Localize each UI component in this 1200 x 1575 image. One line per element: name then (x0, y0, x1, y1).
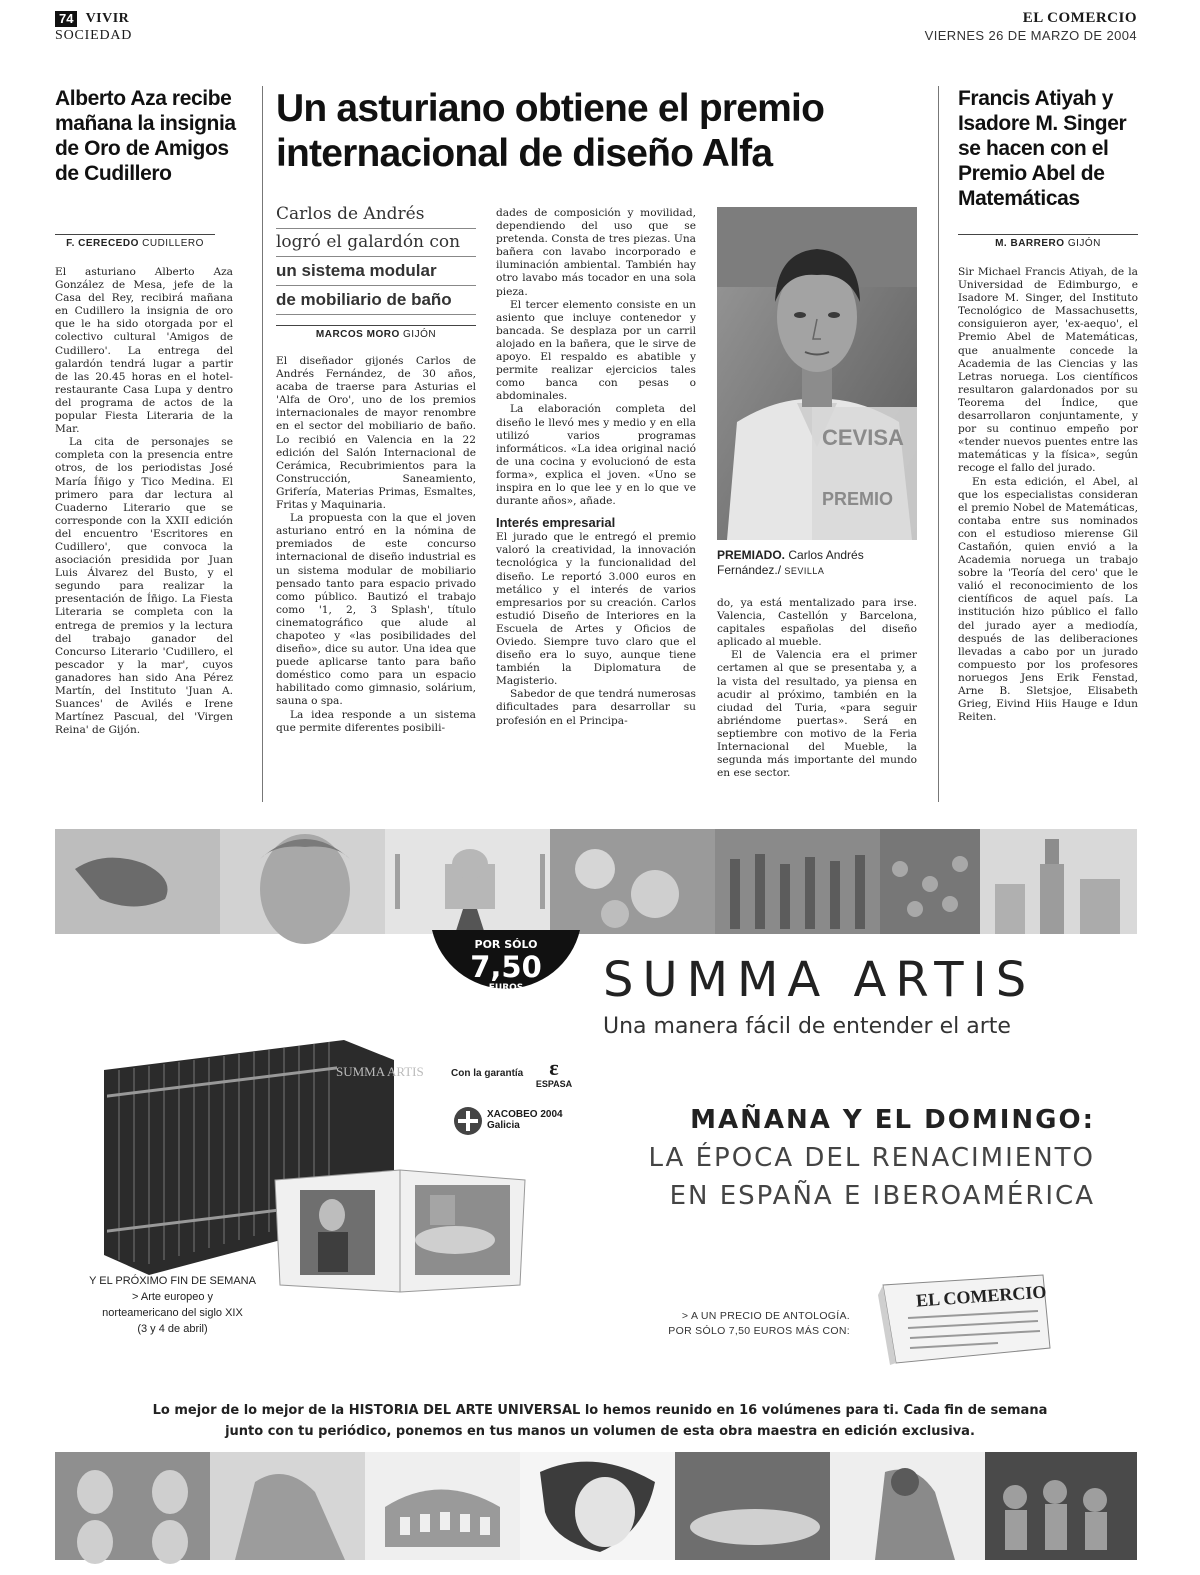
article-paragraph: La elaboración completa del diseño le llevó mes y medio y en ella utilizó varios programas informáticos. «La idea original nació de una cocina y evolucionó de esta forma», explica el joven. «Uno se inspira en lo que lee y en lo que ve durante años», añade. (496, 403, 696, 508)
page-number: 74 (55, 11, 77, 27)
anthology-price-info (640, 1309, 850, 1339)
newspaper-name: EL COMERCIO (1022, 10, 1137, 26)
subtitle-emphasis: de mobiliario de baño (276, 290, 452, 309)
section-name: VIVIR (85, 10, 130, 26)
right-article-body (958, 266, 1138, 806)
page-header-right (925, 10, 1137, 43)
main-article-title: Un asturiano obtiene el premio internacional de diseño Alfa (276, 87, 825, 175)
badge-top-text: POR SÓLO (474, 938, 538, 951)
xacobeo-cross-icon (453, 1106, 483, 1136)
right-article-byline (958, 234, 1138, 249)
right-article-title: Francis Atiyah y Isadore M. Singer se hacen con el Premio Abel de Matemáticas (958, 87, 1127, 210)
column-divider-left (262, 86, 263, 802)
left-article-body (55, 266, 233, 806)
article-paragraph: En esta edición, el Abel, al que los especialistas consideran el premio Nobel de Matemáticas, contaba entre sus nominados con el estudioso mierense Gil Castañón, quien envió a la Academia noruega un trabajo sobre la 'Teoría del cero' que le valió el reconocimiento de los científicos de aquel país. La institución hizo público el fallo del jurado ayer a mediodía, después de las deliberaciones llevadas a cabo por un jurado compuesto por los profesores noruegos Jens Erik Fenstad, Arne B. Sletsjoe, Elisabeth Grieg, Eivind Hiis Hauge e Idun Reiten. (958, 475, 1138, 724)
article-paragraph: Sabedor de que tendrá numerosas dificultades para desarrollar su profesión en el Principa- (496, 688, 696, 727)
price-badge (430, 930, 582, 1030)
anthology-line: > A UN PRECIO DE ANTOLOGÍA. (681, 1310, 850, 1322)
newspaper-image (878, 1273, 1053, 1365)
subtitle-line (276, 257, 476, 286)
article-paragraph: El jurado que le entregó el premio valoró la creatividad, la innovación tecnológica y la funcionalidad del diseño. Le reportó 3.000 euros en metálico y el interés de varios empresarios por su creación. Carlos estudió Diseño de Interiores en la Escuela de Artes y Oficios de Oviedo. Siempre tuvo claro que el diseño era lo suyo, aunque tiene también la Diplomatura de Magisterio. (496, 531, 696, 688)
newspaper-masthead: EL COMERCIO (915, 1281, 1047, 1311)
espasa-e-icon: ε (549, 1055, 559, 1080)
article-paragraph: La propuesta con la que el joven asturiano entró en la nómina de premiados de este concurso internacional de diseño industrial es un sistema modular de mobiliario pensado tanto para espacio privado como público. Bautizó el trabajo como '1, 2, 3 Splash', título cinematográfico que alude al chapoteo y «las posibilidades del diseño», dice su autor. Una idea que puede aplicarse tanto para baño doméstico como para un espacio habilitado como gimnasio, solárium, sauna o spa. (276, 512, 476, 708)
article-photo (717, 207, 917, 540)
article-paragraph: El tercer elemento consiste en un asiento que incluye contenedor y bancada. Se desplaza por un carril alojado en la bañera, que le sirve de apoyo. El respaldo es abatible y permite realizar ejercicios tales como banca con pesas o abdominales. (496, 298, 696, 403)
article-paragraph: El de Valencia era el primer certamen al que se presentaba y, a la vista del resultado, ya piensa en acudir al próximo, también en la ciudad del Turia, «para seguir abriéndome puertas». Será en septiembre con motivo de la Feria Internacional del Mueble, la segunda más importante del mundo en ese sector. (717, 649, 917, 780)
caption-place: SEVILLA (784, 566, 825, 576)
article-paragraph: El diseñador gijonés Carlos de Andrés Fernández, de 30 años, acaba de traerse para Asturias el 'Alfa de Oro', uno de los premios internacionales de mayor renombre en el sector del mobiliario de baño. Lo recibió en Valencia en la 22 edición del Salón Internacional de Cerámica, Recubrimientos para la Construcción, Saneamiento, Grifería, Materias Primas, Esmaltes, Fritas y Maquinaria. (276, 355, 476, 512)
open-book-image (270, 1160, 530, 1295)
main-article-col-1 (276, 355, 476, 805)
caption-label: PREMIADO. (717, 548, 786, 562)
badge-bottom-text: MÁS CON EL COMERCIO (453, 983, 559, 1015)
left-article-title: Alberto Aza recibe mañana la insignia de Oro de Amigos de Cudillero (55, 87, 236, 185)
badge-price: 7,50 (470, 950, 542, 984)
photo-caption (717, 548, 917, 579)
article-paragraph: La cita de personajes se completa con la presencia entre otros, de los periodistas José María Íñigo y Tico Medina. El primero para dar lectura al Cuaderno Literario que se corresponde con la XXII edición del encuentro 'Escritores en Cudillero', que convoca la asociación presidida por Juan Luis Álvarez del Busto, y el segundo para realizar la presentación de Íñigo. La Fiesta Literaria se completa con la entrega de premios y la lectura del trabajo ganador del Concurso Literario 'Cudillero, el pescador y la mar', cuyos ganadores han sido Ana Pérez Martín, del Instituto 'Juan A. Suances' de Avilés e Irene Martínez Pascual, del 'Virgen Reina' de Gijón. (55, 436, 233, 737)
ad-footer-line: junto con tu periódico, ponemos en tus manos un volumen de esta obra maestra en edición exclusiva. (225, 1424, 975, 1439)
byline-place: CUDILLERO (142, 238, 204, 249)
article-subheading: Interés empresarial (496, 515, 616, 531)
main-article-col-3 (717, 597, 917, 805)
xacobeo-title: XACOBEO 2004 (487, 1109, 563, 1120)
art-image-strip-bottom (55, 1452, 1137, 1560)
left-article-byline (55, 234, 215, 249)
article-paragraph: Sir Michael Francis Atiyah, de la Universidad de Edimburgo, e Isadore M. Singer, del Instituto Tecnológico de Massachusetts, consiguieron ayer, 'ex-aequo', el Premio Abel de Matemáticas, que anualmente concede la Academia de las Ciencias y las Letras noruega. Los científicos resultaron galardonados por su Teorema del Índice, que desarrollaron conjuntamente, y por su continuo empeño por «tender nuevos puentes entre las matemáticas y la física», según recoge el fallo del jurado. (958, 266, 1138, 475)
byline-author: M. BARRERO (995, 238, 1065, 249)
issue-date: VIERNES 26 DE MARZO DE 2004 (924, 28, 1137, 43)
ad-title: SUMMA ARTIS (603, 952, 1036, 1008)
ad-headline: MAÑANA Y EL DOMINGO: (690, 1105, 1095, 1135)
guarantee-label: Con la garantía (451, 1068, 524, 1079)
byline-author: F. CERECEDO (66, 238, 139, 249)
subsection-name: SOCIEDAD (55, 28, 133, 43)
espasa-logo (534, 1057, 574, 1089)
column-divider-right (938, 86, 939, 802)
subtitle-line: logró el galardón con (276, 229, 476, 257)
ad-theme-line-1: LA ÉPOCA DEL RENACIMIENTO (648, 1143, 1095, 1173)
byline-place: GIJÓN (403, 329, 437, 340)
byline-place: GIJÓN (1067, 238, 1101, 249)
xacobeo-region: Galicia (487, 1120, 520, 1131)
article-paragraph: dades de composición y movilidad, dependiendo del uso que se pretenda. Consta de tres piezas. Una bañera con lavabo incorporado e iluminación ambiental. También hay otro lavabo más tocador en una sola pieza. (496, 207, 696, 298)
art-image-strip-top (55, 829, 1137, 934)
next-weekend-line: norteamericano del siglo XIX (102, 1307, 243, 1319)
caption-text: Carlos Andrés Fernández./ (717, 548, 864, 577)
main-article-byline (276, 325, 476, 340)
espasa-label: ESPASA (535, 1079, 573, 1089)
ad-footer-text (130, 1400, 1070, 1442)
main-article-col-2 (496, 207, 696, 805)
ad-theme-line-2: EN ESPAÑA E IBEROAMÉRICA (669, 1181, 1095, 1211)
next-weekend-line: (3 y 4 de abril) (137, 1323, 208, 1335)
next-weekend-line: > Arte europeo y (131, 1291, 214, 1303)
next-weekend-info (70, 1273, 275, 1337)
photo-sign-premio: PREMIO (822, 489, 894, 509)
main-article-subtitle (276, 201, 476, 315)
article-paragraph: El asturiano Alberto Aza González de Mesa, jefe de la Casa del Rey, recibirá mañana en Cudillero la insignia de oro que le ha sido otorgada por el colectivo cultural 'Amigos de Cudillero'. La entrega del galardón tendrá lugar a partir de las 20.45 horas en el hotel-restaurante Casa Lupa y dentro del programa de actos de la popular Fiesta Literaria de la Mar. (55, 266, 233, 436)
subtitle-line (276, 286, 476, 315)
article-paragraph: do, ya está mentalizado para irse. Valencia, Castellón y Barcelona, capitales españolas del diseño aplicado al mueble. (717, 597, 917, 649)
ad-footer-line: Lo mejor de lo mejor de la HISTORIA DEL ARTE UNIVERSAL lo hemos reunido en 16 volúmenes para ti. Cada fin de semana (152, 1403, 1048, 1418)
book-spine-title: SUMMA ARTIS (336, 1064, 424, 1079)
badge-currency: EUROS (488, 983, 524, 993)
page-header-left (55, 8, 132, 44)
anthology-line: POR SÓLO 7,50 EUROS MÁS CON: (668, 1325, 850, 1337)
subtitle-line: Carlos de Andrés (276, 201, 476, 229)
ad-subtitle: Una manera fácil de entender el arte (603, 1014, 1011, 1039)
subtitle-emphasis: un sistema modular (276, 261, 437, 280)
article-paragraph: La idea responde a un sistema que permite diferentes posibili- (276, 708, 476, 734)
byline-author: MARCOS MORO (315, 329, 400, 340)
next-weekend-line: Y EL PRÓXIMO FIN DE SEMANA (89, 1275, 256, 1287)
photo-sign-cevisa: CEVISA (822, 425, 904, 450)
